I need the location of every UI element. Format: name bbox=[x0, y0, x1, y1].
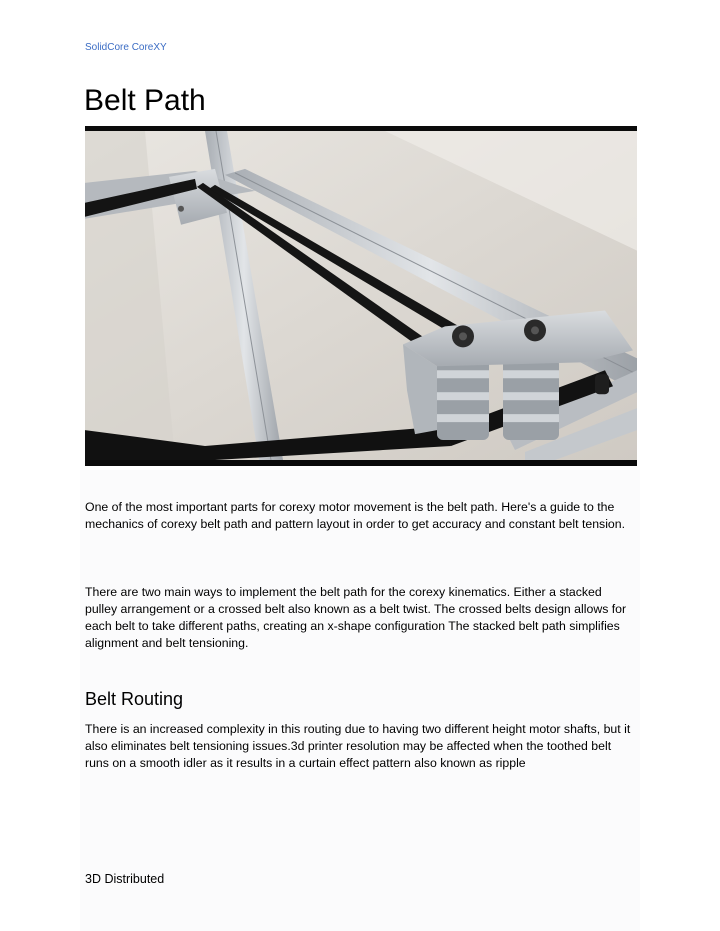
belt-path-photo bbox=[85, 126, 637, 466]
page-title: Belt Path bbox=[84, 84, 206, 117]
belt-path-illustration bbox=[85, 131, 637, 460]
paragraph-methods: There are two main ways to implement the belt path for the corexy kinematics. Either a stacked pulley arrangement or a crossed belt also known as a belt twist. The crossed belts design allows for each belt to take different paths, creating an x-shape configuration The stacked belt path simplifies alignment and belt tensioning. bbox=[85, 585, 627, 650]
running-header: SolidCore CoreXY bbox=[85, 42, 167, 53]
page-footer: 3D Distributed bbox=[85, 872, 165, 886]
section-heading-belt-routing: Belt Routing bbox=[85, 689, 184, 709]
paragraph-belt-routing: There is an increased complexity in this routing due to having two different height motor shafts, but it also eliminates belt tensioning issues.3d printer resolution may be affected when the toothed belt runs on a smooth idler as it results in a curtain effect pattern also known as ripple bbox=[85, 722, 631, 770]
paragraph-intro: One of the most important parts for corexy motor movement is the belt path. Here's a guide to the mechanics of corexy belt path and pattern layout in order to get accuracy and constant belt tension. bbox=[85, 500, 626, 531]
